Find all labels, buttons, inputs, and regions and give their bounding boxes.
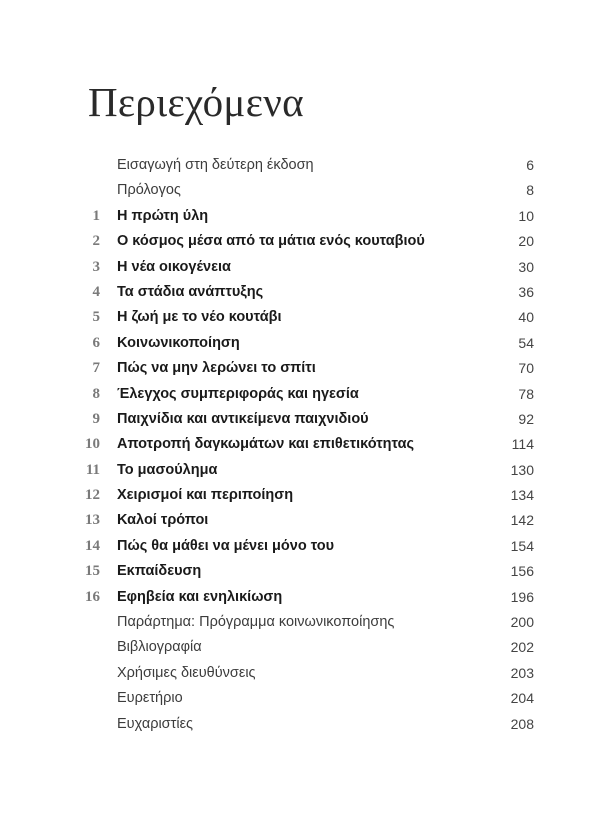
toc-entry: [0, 382, 600, 407]
toc-entry: [0, 407, 600, 432]
toc-entry: [0, 686, 600, 711]
page-number: 8: [526, 182, 534, 199]
chapter-number: 16: [85, 588, 100, 605]
toc-entry: [0, 661, 600, 686]
toc-entry: [0, 559, 600, 584]
chapter-number: 5: [92, 309, 100, 326]
chapter-number: 10: [85, 436, 100, 453]
entry-title: Πρόλογος: [117, 182, 181, 199]
entry-title: Πώς να μην λερώνει το σπίτι: [117, 360, 316, 377]
chapter-number: 12: [85, 487, 100, 504]
entry-title: Χρήσιμες διευθύνσεις: [117, 664, 256, 681]
toc-entry: [0, 204, 600, 229]
toc-entry: [0, 432, 600, 457]
page-number: 130: [510, 461, 534, 478]
page-number: 156: [510, 563, 534, 580]
page-number: 92: [518, 410, 534, 427]
chapter-number: 14: [85, 537, 100, 554]
chapter-number: 13: [85, 512, 100, 529]
toc-entry: [0, 153, 600, 178]
page-number: 6: [526, 157, 534, 173]
entry-title: Παράρτημα: Πρόγραμμα κοινωνικοποίησης: [117, 614, 395, 631]
page-number: 154: [510, 537, 534, 554]
page-number: 200: [510, 614, 534, 631]
entry-title: Παιχνίδια και αντικείμενα παιχνιδιού: [117, 410, 369, 427]
chapter-number: 9: [92, 410, 100, 427]
page-number: 78: [518, 385, 534, 402]
entry-title: Η πρώτη ύλη: [117, 207, 209, 224]
page-number: 54: [518, 334, 534, 351]
entry-title: Πώς θα μάθει να μένει μόνο του: [117, 537, 335, 554]
entry-title: Βιβλιογραφία: [117, 639, 202, 656]
entry-title: Η νέα οικογένεια: [117, 258, 231, 275]
page-number: 20: [518, 233, 534, 250]
page-number: 208: [510, 715, 534, 732]
chapter-number: 1: [92, 207, 100, 224]
entry-title: Ευχαριστίες: [117, 715, 194, 732]
entry-title: Η ζωή με το νέο κουτάβι: [117, 309, 282, 326]
page-number: 202: [510, 639, 534, 656]
toc-entry: [0, 229, 600, 254]
toc-entry: [0, 508, 600, 533]
page-title: Περιεχόμενα: [88, 79, 304, 125]
toc-entry: [0, 356, 600, 381]
chapter-number: 2: [92, 233, 100, 250]
toc-entry: [0, 331, 600, 356]
entry-title: Κοινωνικοποίηση: [117, 334, 240, 351]
toc-entry: [0, 305, 600, 330]
entry-title: Έλεγχος συμπεριφοράς και ηγεσία: [117, 385, 359, 402]
entry-title: Χειρισμοί και περιποίηση: [117, 487, 294, 504]
toc-entry: [0, 610, 600, 635]
entry-title: Εκπαίδευση: [117, 563, 202, 580]
page-number: 10: [518, 207, 534, 224]
toc-entry: [0, 280, 600, 305]
entry-title: Καλοί τρόποι: [117, 512, 209, 529]
page-number: 36: [518, 283, 534, 300]
toc-entry: [0, 255, 600, 280]
page-number: 196: [510, 588, 534, 605]
page-number: 70: [518, 360, 534, 377]
page-number: 203: [510, 664, 534, 681]
chapter-number: 3: [92, 258, 100, 275]
chapter-number: 15: [85, 563, 100, 580]
page-number: 40: [518, 309, 534, 326]
entry-title: Ο κόσμος μέσα από τα μάτια ενός κουταβιού: [117, 233, 425, 250]
toc-entry: [0, 178, 600, 203]
toc-entry: [0, 483, 600, 508]
entry-title: Το μασούλημα: [117, 461, 218, 478]
entry-title: Τα στάδια ανάπτυξης: [117, 283, 264, 300]
toc-entry: [0, 585, 600, 610]
entry-title: Εφηβεία και ενηλικίωση: [117, 588, 283, 605]
toc-entry: [0, 458, 600, 483]
page-number: 204: [510, 690, 534, 707]
entry-title: Αποτροπή δαγκωμάτων και επιθετικότητας: [117, 436, 415, 453]
entry-title: Εισαγωγή στη δεύτερη έκδοση: [117, 157, 314, 173]
toc-entry: [0, 534, 600, 559]
page-number: 114: [511, 436, 534, 453]
chapter-number: 8: [92, 385, 100, 402]
page-number: 30: [518, 258, 534, 275]
chapter-number: 6: [92, 334, 100, 351]
chapter-number: 7: [92, 360, 100, 377]
chapter-number: 11: [85, 461, 100, 478]
entry-title: Ευρετήριο: [117, 690, 183, 707]
toc-entry: [0, 712, 600, 737]
toc-entry: [0, 635, 600, 660]
chapter-number: 4: [92, 283, 100, 300]
table-of-contents: [0, 153, 600, 737]
page-number: 134: [510, 487, 534, 504]
page-number: 142: [510, 512, 534, 529]
